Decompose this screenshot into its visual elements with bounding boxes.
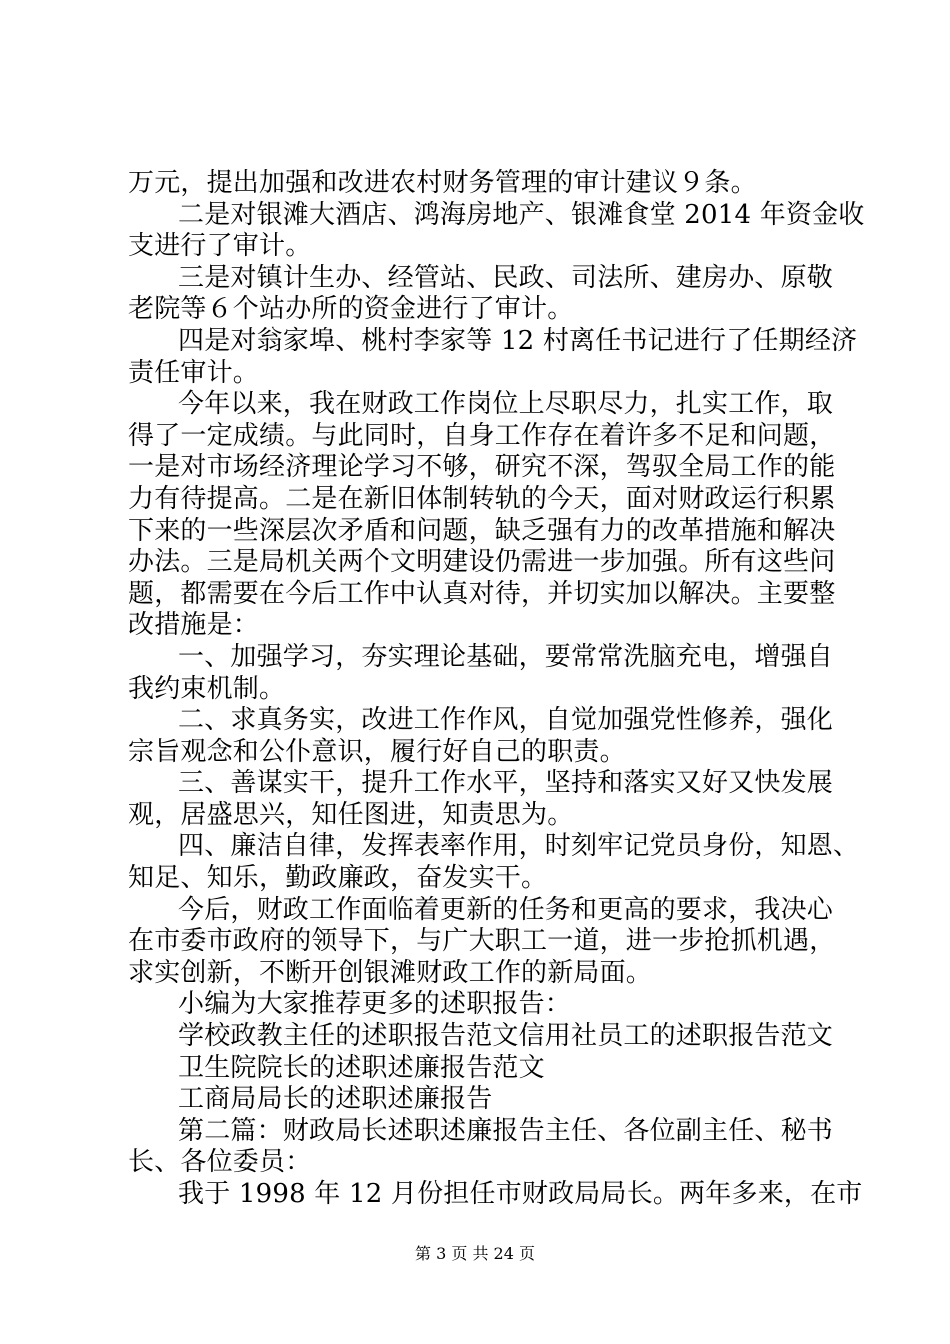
text-line: 四、廉洁自律，发挥表率作用，时刻牢记党员身份，知恩、 [178, 831, 860, 862]
document-body [128, 168, 865, 1211]
text-line: 宗旨观念和公仆意识，履行好自己的职责。 [128, 736, 626, 767]
text-line: 支进行了审计。 [128, 231, 312, 262]
text-line: 知足、知乐，勤政廉政，奋发实干。 [128, 863, 548, 894]
text-line: 我于 1998 年 12 月份担任市财政局局长。两年多来，在市 [178, 1179, 863, 1209]
text-line: 改措施是： [128, 610, 260, 641]
text-line: 二、求真务实，改进工作作风，自觉加强党性修养，强化 [178, 705, 834, 736]
text-line: 力有待提高。二是在新旧体制转轨的今天，面对财政运行积累 [128, 483, 836, 514]
text-line: 办法。三是局机关两个文明建设仍需进一步加强。所有这些问 [128, 547, 836, 578]
text-line: 长、各位委员： [128, 1147, 312, 1178]
text-line: 万元，提出加强和改进农村财务管理的审计建议９条。 [128, 168, 757, 198]
text-line: 今后，财政工作面临着更新的任务和更高的要求，我决心 [178, 894, 834, 925]
text-line: 得了一定成绩。与此同时，自身工作存在着许多不足和问题， [128, 420, 836, 451]
text-line: 小编为大家推荐更多的述职报告： [178, 989, 572, 1020]
text-line: 求实创新，不断开创银滩财政工作的新局面。 [128, 957, 653, 988]
text-line: 责任审计。 [128, 357, 260, 388]
text-line: 我约束机制。 [128, 673, 286, 704]
text-line: 下来的一些深层次矛盾和问题，缺乏强有力的改革措施和解决 [128, 515, 836, 546]
text-line: 二是对银滩大酒店、鸿海房地产、银滩食堂 2014 年资金收 [178, 199, 865, 230]
page-number-footer: 第 3 页 共 24 页 [415, 1244, 535, 1263]
text-line: 学校政教主任的述职报告范文信用社员工的述职报告范文 [178, 1021, 834, 1052]
text-line: 三是对镇计生办、经管站、民政、司法所、建房办、原敬 [178, 262, 834, 293]
text-line: 四是对翁家埠、桃村李家等 12 村离任书记进行了任期经济 [178, 325, 858, 356]
text-line: 卫生院院长的述职述廉报告范文 [178, 1052, 545, 1083]
text-line: 在市委市政府的领导下，与广大职工一道，进一步抢抓机遇， [128, 926, 836, 957]
text-line: 老院等６个站办所的资金进行了审计。 [128, 294, 574, 325]
text-line: 观，居盛思兴，知任图进，知责思为。 [128, 799, 574, 830]
text-line: 今年以来，我在财政工作岗位上尽职尽力，扎实工作，取 [178, 389, 834, 420]
text-line: 三、善谋实干，提升工作水平，坚持和落实又好又快发展 [178, 768, 834, 799]
text-line: 题，都需要在今后工作中认真对待，并切实加以解决。主要整 [128, 578, 836, 609]
text-line: 一、加强学习，夯实理论基础，要常常洗脑充电，增强自 [178, 641, 834, 672]
text-line: 一是对市场经济理论学习不够，研究不深，驾驭全局工作的能 [128, 452, 836, 483]
text-line: 工商局局长的述职述廉报告 [178, 1084, 493, 1115]
text-line: 第二篇：财政局长述职述廉报告主任、各位副主任、秘书 [178, 1115, 834, 1146]
